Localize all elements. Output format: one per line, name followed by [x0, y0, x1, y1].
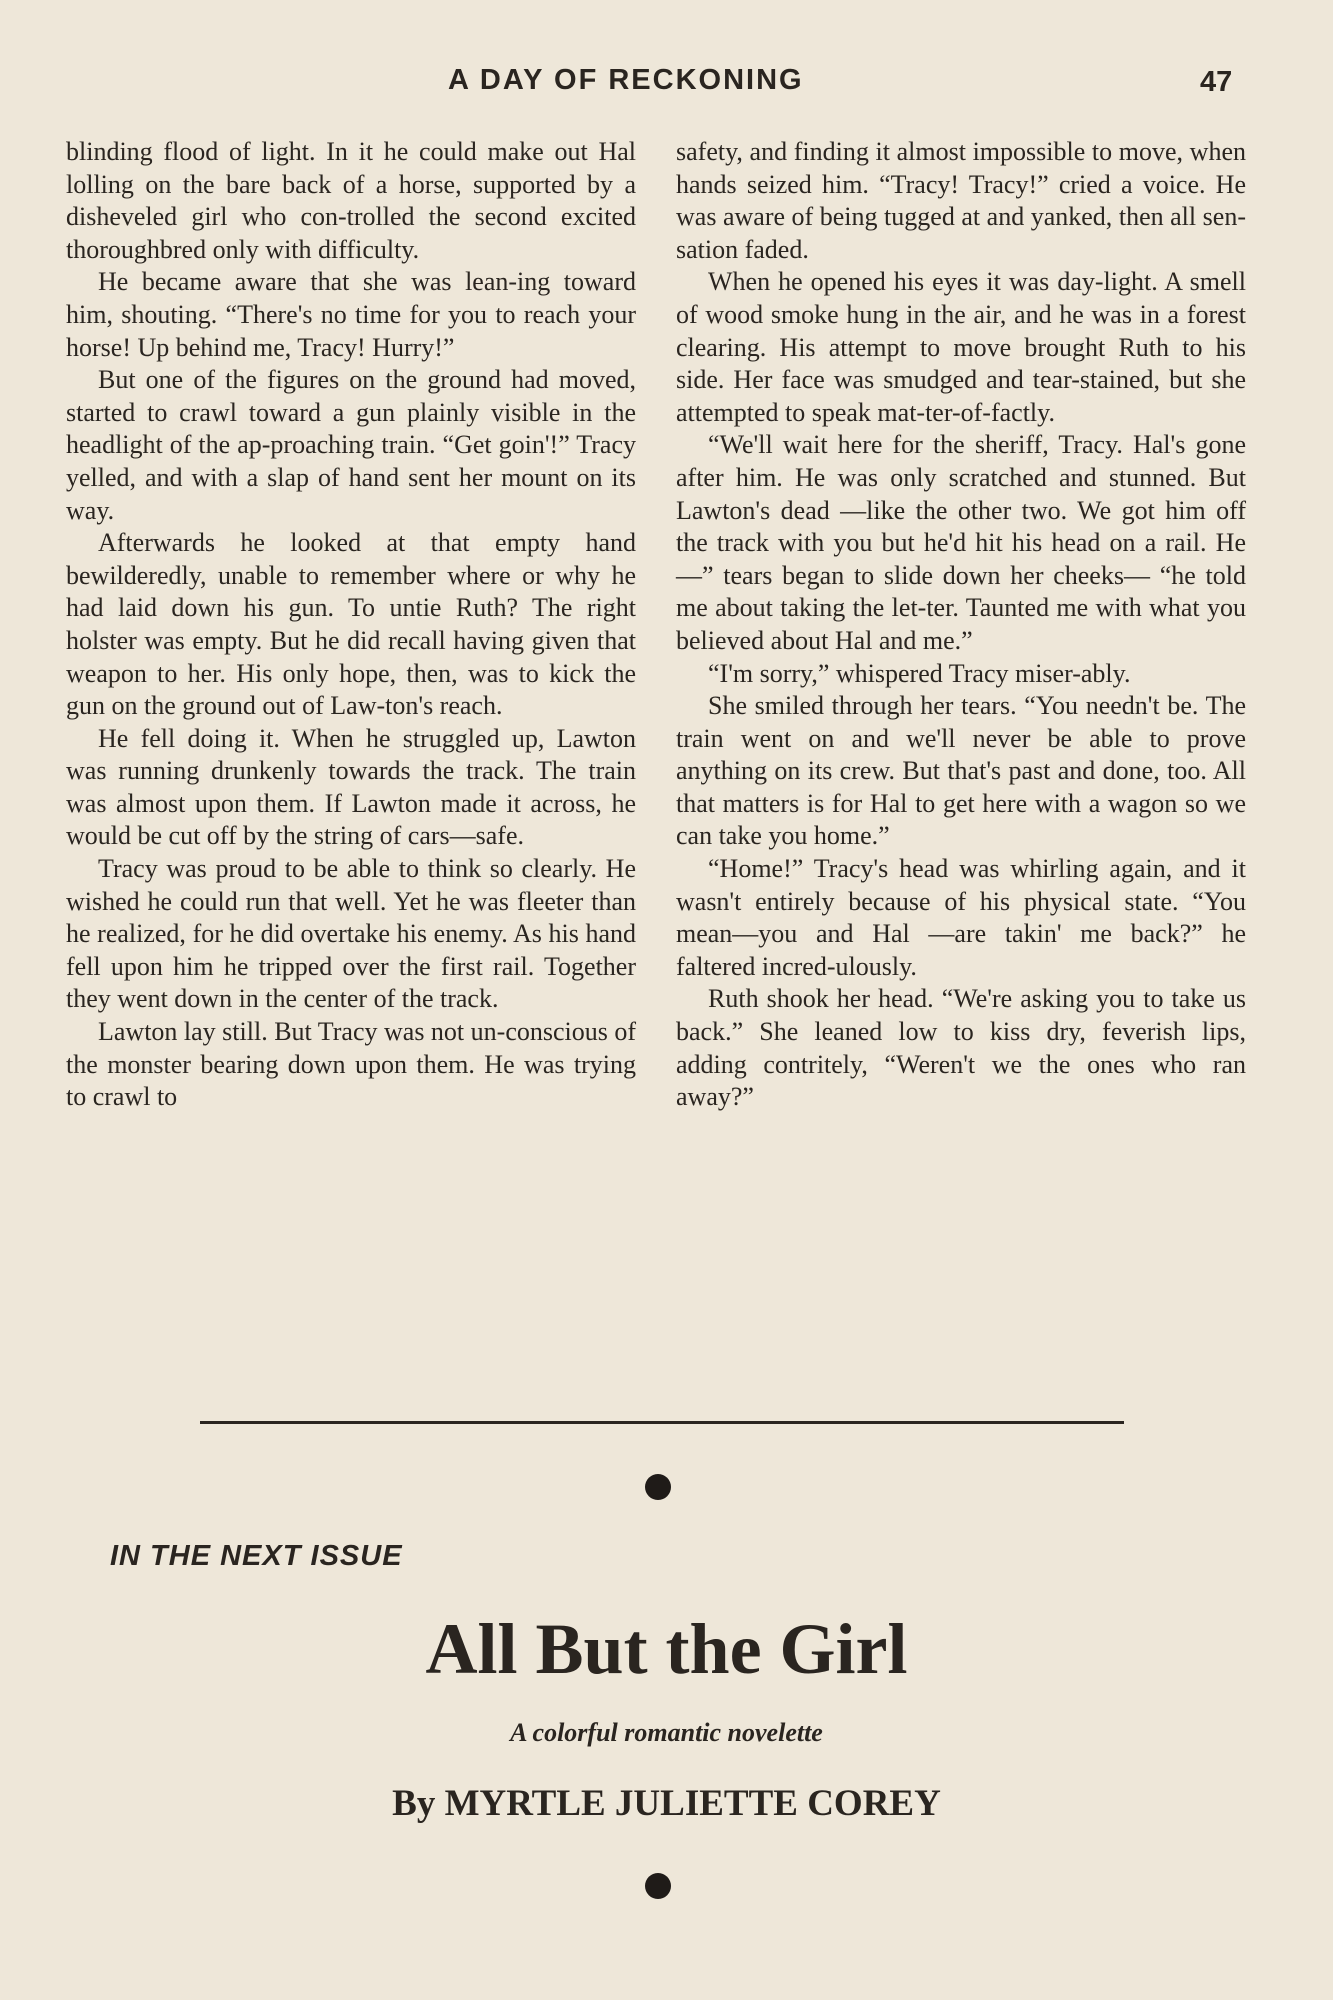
paragraph: Tracy was proud to be able to think so clearly. He wished he could run that well. Yet he was fleeter than he realized, for he did overtake his enemy. As his hand fell upon him he tripped over the first rail. Together they went down in the center of the track.: [66, 854, 636, 1014]
story-columns: [66, 136, 1246, 1114]
page-number: 47: [1200, 66, 1233, 98]
right-column: [676, 136, 1246, 1114]
bullet-ornament-top: [645, 1474, 671, 1500]
next-story-subtitle: A colorful romantic novelette: [510, 1718, 823, 1747]
running-title: A DAY OF RECKONING: [448, 64, 804, 96]
left-column: [66, 136, 636, 1114]
next-issue-label: IN THE NEXT ISSUE: [110, 1540, 403, 1572]
paragraph: “We'll wait here for the sheriff, Tracy. Hal's gone after him. He was only scratched and stunned. But Lawton's dead —like the other two. We got him off the track with you but he'd hit his head on a rail. He—” tears began to slide down her cheeks— “he told me about taking the let-ter. Taunted me with what you believed about Hal and me.”: [676, 430, 1246, 655]
paragraph: safety, and finding it almost impossible to move, when hands seized him. “Tracy! Tracy!” cried a voice. He was aware of being tugged at and yanked, then all sen-sation faded.: [676, 137, 1246, 264]
paragraph: blinding flood of light. In it he could make out Hal lolling on the bare back of a horse, supported by a disheveled girl who con-trolled the second excited thoroughbred only with difficulty.: [66, 137, 636, 264]
bullet-ornament-bottom: [645, 1873, 671, 1899]
next-story-byline: By MYRTLE JULIETTE COREY: [392, 1783, 941, 1824]
paragraph: He became aware that she was lean-ing toward him, shouting. “There's no time for you to reach your horse! Up behind me, Tracy! Hurry!”: [66, 267, 636, 362]
paragraph: Ruth shook her head. “We're asking you to take us back.” She leaned low to kiss dry, feverish lips, adding contritely, “Weren't we the ones who ran away?”: [676, 984, 1246, 1112]
paragraph: When he opened his eyes it was day-light. A smell of wood smoke hung in the air, and he was in a forest clearing. His attempt to move brought Ruth to his side. Her face was smudged and tear-stained, but she attempted to speak mat-ter-of-factly.: [676, 267, 1246, 427]
running-head: [0, 64, 1333, 104]
paragraph: He fell doing it. When he struggled up, Lawton was running drunkenly towards the track. The train was almost upon them. If Lawton made it across, he would be cut off by the string of cars—safe.: [66, 723, 636, 851]
paragraph: But one of the figures on the ground had moved, started to crawl toward a gun plainly visible in the headlight of the ap-proaching train. “Get goin'!” Tracy yelled, and with a slap of hand sent her mount on its way.: [66, 365, 636, 525]
paragraph: Afterwards he looked at that empty hand bewilderedly, unable to remember where or why he had laid down his gun. To untie Ruth? The right holster was empty. But he did recall having given that weapon to her. His only hope, then, was to kick the gun on the ground out of Law-ton's reach.: [66, 528, 636, 721]
paragraph: She smiled through her tears. “You needn't be. The train went on and we'll never be able to prove anything on its crew. But that's past and done, too. All that matters is for Hal to get here with a wagon so we can take you home.”: [676, 691, 1246, 851]
next-story-title: All But the Girl: [425, 1609, 908, 1689]
section-divider: [200, 1421, 1124, 1424]
paragraph: Lawton lay still. But Tracy was not un-conscious of the monster bearing down upon them. He was trying to crawl to: [66, 1017, 637, 1112]
paragraph: “I'm sorry,” whispered Tracy miser-ably.: [708, 658, 1131, 688]
paragraph: “Home!” Tracy's head was whirling again, and it wasn't entirely because of his physical state. “You mean—you and Hal —are takin' me back?” he faltered incred-ulously.: [676, 854, 1246, 981]
